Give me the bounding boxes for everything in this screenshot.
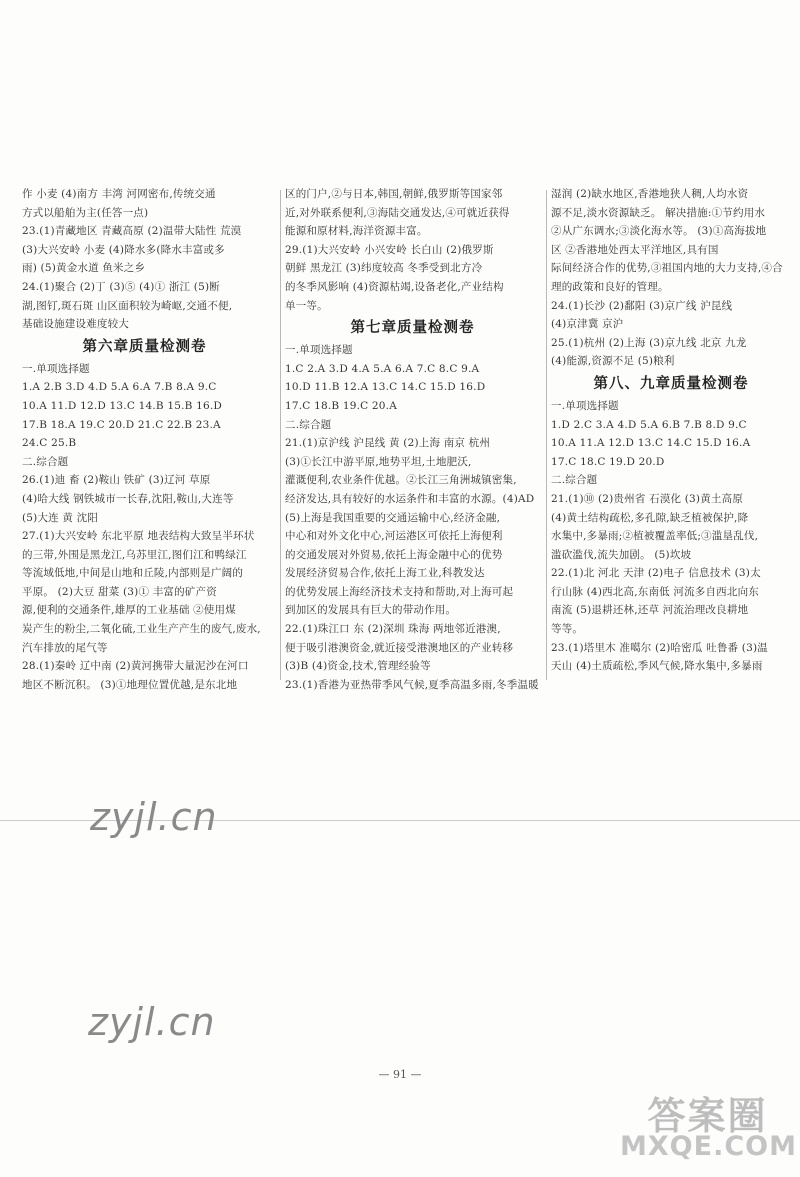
answer-line: 便于吸引港澳资金,就近接受港澳地区的产业转移 bbox=[285, 641, 514, 654]
answer-line: 10.D 11.B 12.A 13.C 14.C 15.D 16.D bbox=[285, 381, 486, 394]
answer-line: (3)B (4)资金,技术,管理经验等 bbox=[285, 660, 431, 673]
answer-line: 单一等。 bbox=[285, 299, 328, 312]
logo-chinese-text: 答案圈 bbox=[647, 1094, 768, 1138]
answer-line: 湖,图钉,斑石斑 山区面积较为崎岖,交通不便, bbox=[22, 299, 233, 312]
answer-line: 17.B 18.A 19.C 20.D 21.C 22.B 23.A bbox=[22, 418, 221, 431]
answer-line: 平原。 (2)大豆 甜菜 (3)① 丰富的矿产资 bbox=[22, 585, 217, 598]
answer-line: 21.(1)京沪线 沪昆线 黄 (2)上海 南京 杭州 bbox=[285, 437, 491, 450]
answer-line: (3)①长江中游平原,地势平坦,土地肥沃, bbox=[285, 455, 472, 468]
answer-line: 行山脉 (4)西北高,东南低 河流多自西北向东 bbox=[551, 585, 759, 598]
answer-line: 作 小麦 (4)南方 丰湾 河网密布,传统交通 bbox=[22, 188, 216, 200]
section-title: 第八、九章质量检测卷 bbox=[593, 375, 749, 392]
answer-line: (5)上海是我国重要的交通运输中心,经济金融, bbox=[285, 511, 501, 524]
answer-line: 27.(1)大兴安岭 东北平原 地表结构大致呈半环状 bbox=[22, 530, 255, 543]
answer-line: 方式以船舶为主(任答一点) bbox=[22, 206, 149, 219]
answer-line: 17.C 18.B 19.C 20.A bbox=[285, 399, 397, 412]
answer-line: ②从广东调水;③淡化海水等。 (3)①高海拔地 bbox=[551, 225, 767, 238]
answer-line: 到加区的发展具有巨大的带动作用。 bbox=[285, 604, 457, 617]
answer-line: 的三带,外围是黑龙江,乌苏里江,图们江和鸭绿江 bbox=[22, 548, 247, 561]
answer-column-right bbox=[551, 185, 791, 676]
column-divider bbox=[280, 190, 281, 680]
answer-line: 区的门户,②与日本,韩国,朝鲜,俄罗斯等国家邻 bbox=[285, 188, 503, 200]
answer-line: (4)能源,资源不足 (5)粮利 bbox=[551, 355, 675, 368]
answer-line: 一.单项选择题 bbox=[551, 399, 619, 412]
answer-line: 炭产生的粉尘,二氧化硫,工业生产产生的废气,废水, bbox=[22, 623, 261, 636]
answer-line: 28.(1)秦岭 辽中南 (2)黄河携带大量泥沙在河口 bbox=[22, 660, 249, 673]
answer-line: 24.(1)聚合 (2)丁 (3)⑤ (4)① 浙江 (5)断 bbox=[22, 280, 220, 293]
answer-line: 等流域低地,中间是山地和丘陵,内部则是广阔的 bbox=[22, 567, 244, 580]
answer-line: 23.(1)塔里木 准噶尔 (2)哈密瓜 吐鲁番 (3)温 bbox=[551, 641, 768, 654]
page-number: — 91 — bbox=[378, 1068, 422, 1081]
answer-line: 朝鲜 黑龙江 (3)纬度较高 冬季受到北方冷 bbox=[285, 262, 483, 275]
answer-line: 21.(1)⑩ (2)贵州省 石漠化 (3)黄土高原 bbox=[551, 492, 744, 505]
answer-line: 汽车排放的尾气等 bbox=[22, 641, 108, 654]
answer-line: 一.单项选择题 bbox=[22, 362, 90, 375]
answer-line: (4)京津冀 京沪 bbox=[551, 318, 624, 331]
answer-line: 区 ②香港地处西太平洋地区,具有国 bbox=[551, 243, 719, 256]
answer-line: 24.C 25.B bbox=[22, 437, 77, 450]
answer-line: 雨) (5)黄金水道 鱼米之乡 bbox=[22, 262, 146, 275]
answer-line: 23.(1)香港为亚热带季风气候,夏季高温多雨,冬季温暖 bbox=[285, 678, 539, 691]
answer-line: 南流 (5)退耕还林,还草 河流治理改良耕地 bbox=[551, 604, 749, 617]
answer-line: 水集中,多暴雨;②植被覆盖率低;③滥垦乱伐, bbox=[551, 530, 759, 543]
answer-line: 灌溉便利,农业条件优越。②长江三角洲城镇密集, bbox=[285, 474, 517, 487]
answer-line: 地区不断沉积。 (3)①地理位置优越,是东北地 bbox=[22, 678, 238, 691]
answer-line: 22.(1)珠江口 东 (2)深圳 珠海 两地邻近港澳, bbox=[285, 623, 501, 636]
answer-line: (4)黄土结构疏松,多孔隙,缺乏植被保护,降 bbox=[551, 511, 749, 524]
answer-line: 际间经济合作的优势,③祖国内地的大力支持,④合 bbox=[551, 262, 783, 275]
answer-line: 一.单项选择题 bbox=[285, 344, 353, 357]
answer-line: 1.D 2.C 3.A 4.D 5.A 6.B 7.B 8.D 9.C bbox=[551, 418, 747, 431]
answer-line: 的优势发展上海经济技术支持和帮助,对上海可起 bbox=[285, 585, 514, 598]
answer-column-middle bbox=[285, 185, 540, 694]
answer-line: 29.(1)大兴安岭 小兴安岭 长白山 (2)俄罗斯 bbox=[285, 243, 494, 256]
answer-line: (5)大连 黄 沈阳 bbox=[22, 511, 99, 524]
answer-column-left bbox=[22, 185, 267, 694]
answer-line: 二.综合题 bbox=[551, 474, 598, 487]
answer-line: 中心和对外文化中心,河运港区可依托上海便利 bbox=[285, 530, 503, 543]
answer-line: 等等。 bbox=[551, 623, 584, 636]
answer-line: 滥砍滥伐,流失加剧。 (5)坎坡 bbox=[551, 548, 692, 561]
answer-line: 10.A 11.A 12.D 13.C 14.C 15.D 16.A bbox=[551, 437, 751, 450]
column-divider bbox=[546, 190, 547, 680]
answer-line: 24.(1)长沙 (2)鄱阳 (3)京广线 沪昆线 bbox=[551, 299, 733, 312]
answer-line: 能源和原材料,海洋资源丰富。 bbox=[285, 225, 428, 238]
answer-line: (3)大兴安岭 小麦 (4)降水多(降水丰富或多 bbox=[22, 243, 225, 256]
answer-line: 源不足,淡水资源缺乏。 解决措施:①节约用水 bbox=[551, 206, 766, 219]
answer-line: 理的政策和良好的管理。 bbox=[551, 280, 669, 293]
answer-line: 26.(1)迪 畜 (2)鞍山 铁矿 (3)辽河 草原 bbox=[22, 474, 211, 487]
answer-line: 天山 (4)土质疏松,季风气候,降水集中,多暴雨 bbox=[551, 660, 763, 673]
answer-line: 经济发达,具有较好的水运条件和丰富的水源。(4)AD bbox=[285, 492, 535, 505]
answer-line: 近,对外联系便利,③海陆交通发达,④可就近获得 bbox=[285, 206, 510, 219]
answer-line: 的交通发展对外贸易,依托上海金融中心的优势 bbox=[285, 548, 503, 561]
watermark-zyjl-top: zyjl.cn bbox=[90, 795, 218, 839]
answer-line: 发展经济贸易合作,依托上海工业,科教发达 bbox=[285, 567, 485, 580]
mxqe-logo bbox=[620, 1085, 795, 1165]
answer-line: 源,便利的交通条件,雄厚的工业基础 ②使用煤 bbox=[22, 604, 236, 617]
section-title: 第七章质量检测卷 bbox=[350, 320, 475, 337]
answer-line: 二.综合题 bbox=[22, 455, 69, 468]
answer-line: 10.A 11.D 12.D 13.C 14.B 15.B 16.D bbox=[22, 399, 223, 412]
answer-line: 湿润 (2)缺水地区,香港地狭人稠,人均水资 bbox=[551, 188, 749, 200]
answer-line: (4)哈大线 钢铁城市一长春,沈阳,鞍山,大连等 bbox=[22, 492, 234, 505]
answer-line: 基础设施建设难度较大 bbox=[22, 318, 129, 331]
answer-line: 的冬季风影响 (4)资源枯竭,设备老化,产业结构 bbox=[285, 280, 504, 293]
watermark-zyjl-bottom: zyjl.cn bbox=[88, 1000, 216, 1044]
answer-line: 1.A 2.B 3.D 4.D 5.A 6.A 7.B 8.A 9.C bbox=[22, 381, 217, 394]
answer-line: 25.(1)杭州 (2)上海 (3)京九线 北京 九龙 bbox=[551, 336, 747, 349]
answer-line: 23.(1)青藏地区 青藏高原 (2)温带大陆性 荒漠 bbox=[22, 225, 242, 238]
logo-domain-text: MXQE.COM bbox=[620, 1131, 797, 1162]
answer-line: 22.(1)北 河北 天津 (2)电子 信息技术 (3)太 bbox=[551, 567, 761, 580]
answer-line: 1.C 2.A 3.D 4.A 5.A 6.A 7.C 8.C 9.A bbox=[285, 362, 480, 375]
answer-line: 17.C 18.C 19.D 20.D bbox=[551, 455, 665, 468]
section-title: 第六章质量检测卷 bbox=[82, 338, 207, 355]
answer-line: 二.综合题 bbox=[285, 418, 332, 431]
